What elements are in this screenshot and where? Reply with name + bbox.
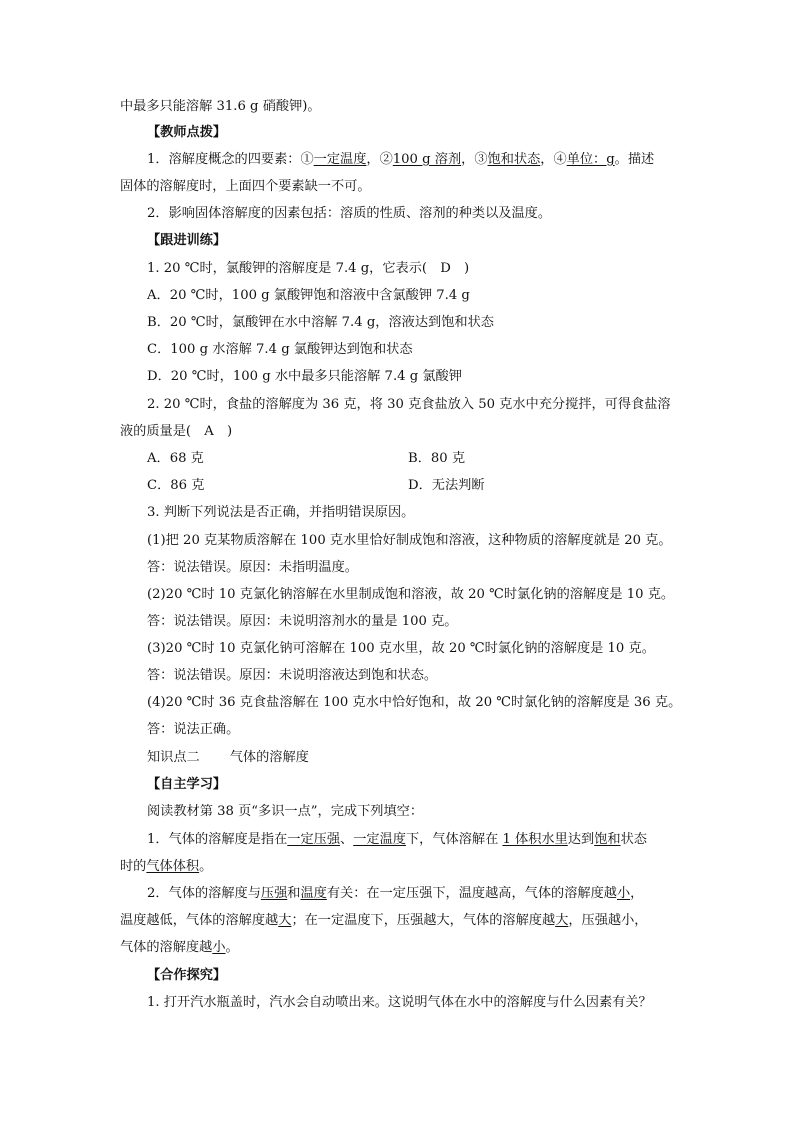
text-fragment: 和	[287, 886, 301, 901]
option-d: D．20 ℃时，100 g 水中最多只能溶解 7.4 g 氯酸钾	[147, 369, 462, 384]
statement-4: (4)20 ℃时 36 克食盐溶解在 100 克水中恰好饱和，故 20 ℃时氯化钠的溶解度是 36 克。	[147, 695, 682, 710]
option-c: C．100 g 水溶解 7.4 g 氯酸钾达到饱和状态	[147, 342, 413, 357]
question-3: 3. 判断下列说法是否正确，并指明错误原因。	[147, 505, 415, 520]
text-fragment: 时的	[120, 859, 147, 874]
text-fragment: 。描述	[614, 152, 655, 167]
answer-blank: 100 g 溶剂	[392, 152, 462, 167]
answer-blank: 单位：g	[566, 152, 615, 167]
section-heading-practice: 【跟进训练】	[147, 233, 227, 248]
answer-blank: 大	[555, 913, 569, 928]
text-line	[120, 911, 680, 931]
answer-blank: 温度	[300, 886, 327, 901]
text-line: 固体的溶解度时，上面四个要素缺一不可。	[120, 179, 371, 194]
text-line: 中最多只能溶解 31.6 g 硝酸钾)。	[120, 99, 321, 114]
text-fragment: 。	[225, 940, 239, 955]
answer-blank: 饱和状态	[487, 152, 541, 167]
answer-blank: 一定温度	[313, 152, 367, 167]
text-fragment: 温度越低，气体的溶解度越	[120, 913, 279, 928]
answer-blank: 饱和	[594, 832, 621, 847]
section-heading-teacher-tips: 【教师点拨】	[147, 125, 227, 140]
text-fragment: ，③	[461, 152, 488, 167]
text-fragment: 下，气体溶解在	[405, 832, 503, 847]
text-line: 液的质量是( A )	[120, 424, 233, 439]
text-fragment: ，压强越小，	[568, 913, 648, 928]
text-fragment: ，④	[540, 152, 567, 167]
answer-blank: 一定温度	[353, 832, 406, 847]
text-line: 2．影响固体溶解度的因素包括：溶质的性质、溶剂的种类以及温度。	[147, 206, 552, 221]
answer-blank: 一定压强	[287, 832, 341, 847]
statement-3: (3)20 ℃时 10 克氯化钠可溶解在 100 克水里，故 20 ℃时氯化钠的溶解度是 10 克。	[147, 641, 655, 656]
answer-blank: 1 体积水里	[502, 832, 568, 847]
option-c: C．86 克	[147, 478, 205, 493]
answer-blank: 大	[278, 913, 292, 928]
text-fragment: 1．气体的溶解度是指在	[147, 832, 288, 847]
option-d: D．无法判断	[408, 478, 485, 493]
text-fragment: 知识点二	[147, 750, 200, 765]
answer-3: 答：说法错误。原因：未说明溶液达到饱和状态。	[147, 668, 438, 683]
option-a: A．68 克	[147, 451, 204, 466]
option-a: A．20 ℃时，100 g 氯酸钾饱和溶液中含氯酸钾 7.4 g	[147, 288, 470, 303]
text-line	[120, 938, 680, 958]
text-fragment: ，②	[366, 152, 393, 167]
answer-blank: 小	[616, 886, 631, 901]
question-inquiry-1: 1. 打开汽水瓶盖时，汽水会自动喷出来。这说明气体在水中的溶解度与什么因素有关？	[147, 995, 652, 1010]
text-line: 阅读教材第 38 页“多识一点”，完成下列填空：	[147, 804, 424, 819]
text-fragment: ，	[630, 886, 644, 901]
text-line	[147, 830, 707, 850]
section-heading-cooperative-inquiry: 【合作探究】	[147, 968, 227, 983]
answer-4: 答：说法正确。	[147, 722, 240, 737]
text-line	[147, 884, 707, 904]
statement-1: (1)把 20 克某物质溶解在 100 克水里恰好制成饱和溶液，这种物质的溶解度就是 20 克。	[147, 533, 672, 548]
text-fragment: 状态	[620, 832, 647, 847]
answer-blank: 压强	[260, 886, 288, 901]
text-fragment: 气体的溶解度越	[120, 940, 213, 955]
question-2: 2. 20 ℃时，食盐的溶解度为 36 克，将 30 克食盐放入 50 克水中充分搅拌，可得食盐溶	[147, 397, 671, 412]
option-b: B．80 克	[408, 451, 466, 466]
text-fragment: 2．气体的溶解度与	[147, 886, 261, 901]
statement-2: (2)20 ℃时 10 克氯化钠溶解在水里制成饱和溶液，故 20 ℃时氯化钠的溶解度是 10 克。	[147, 587, 675, 602]
text-fragment: ；在一定温度下，压强越大，气体的溶解度越	[291, 913, 556, 928]
text-fragment: 。	[199, 859, 213, 874]
section-heading-self-study: 【自主学习】	[147, 777, 227, 792]
knowledge-point-heading	[147, 748, 707, 768]
text-fragment: 、	[340, 832, 354, 847]
question-1: 1. 20 ℃时，氯酸钾的溶解度是 7.4 g，它表示( D )	[147, 261, 470, 276]
option-b: B．20 ℃时，氯酸钾在水中溶解 7.4 g，溶液达到饱和状态	[147, 315, 494, 330]
answer-blank: 小	[212, 940, 226, 955]
answer-blank: 气体体积	[146, 859, 200, 874]
answer-2: 答：说法错误。原因：未说明溶剂水的量是 100 克。	[147, 614, 458, 629]
answer-1: 答：说法错误。原因：未指明温度。	[147, 560, 358, 575]
text-fragment: 有关：在一定压强下，温度越高，气体的溶解度越	[326, 886, 617, 901]
text-line	[120, 857, 680, 877]
text-fragment: 气体的溶解度	[229, 750, 309, 765]
text-line	[147, 150, 707, 170]
text-fragment: 达到	[567, 832, 595, 847]
text-fragment: 1．溶解度概念的四要素：①	[147, 152, 314, 167]
